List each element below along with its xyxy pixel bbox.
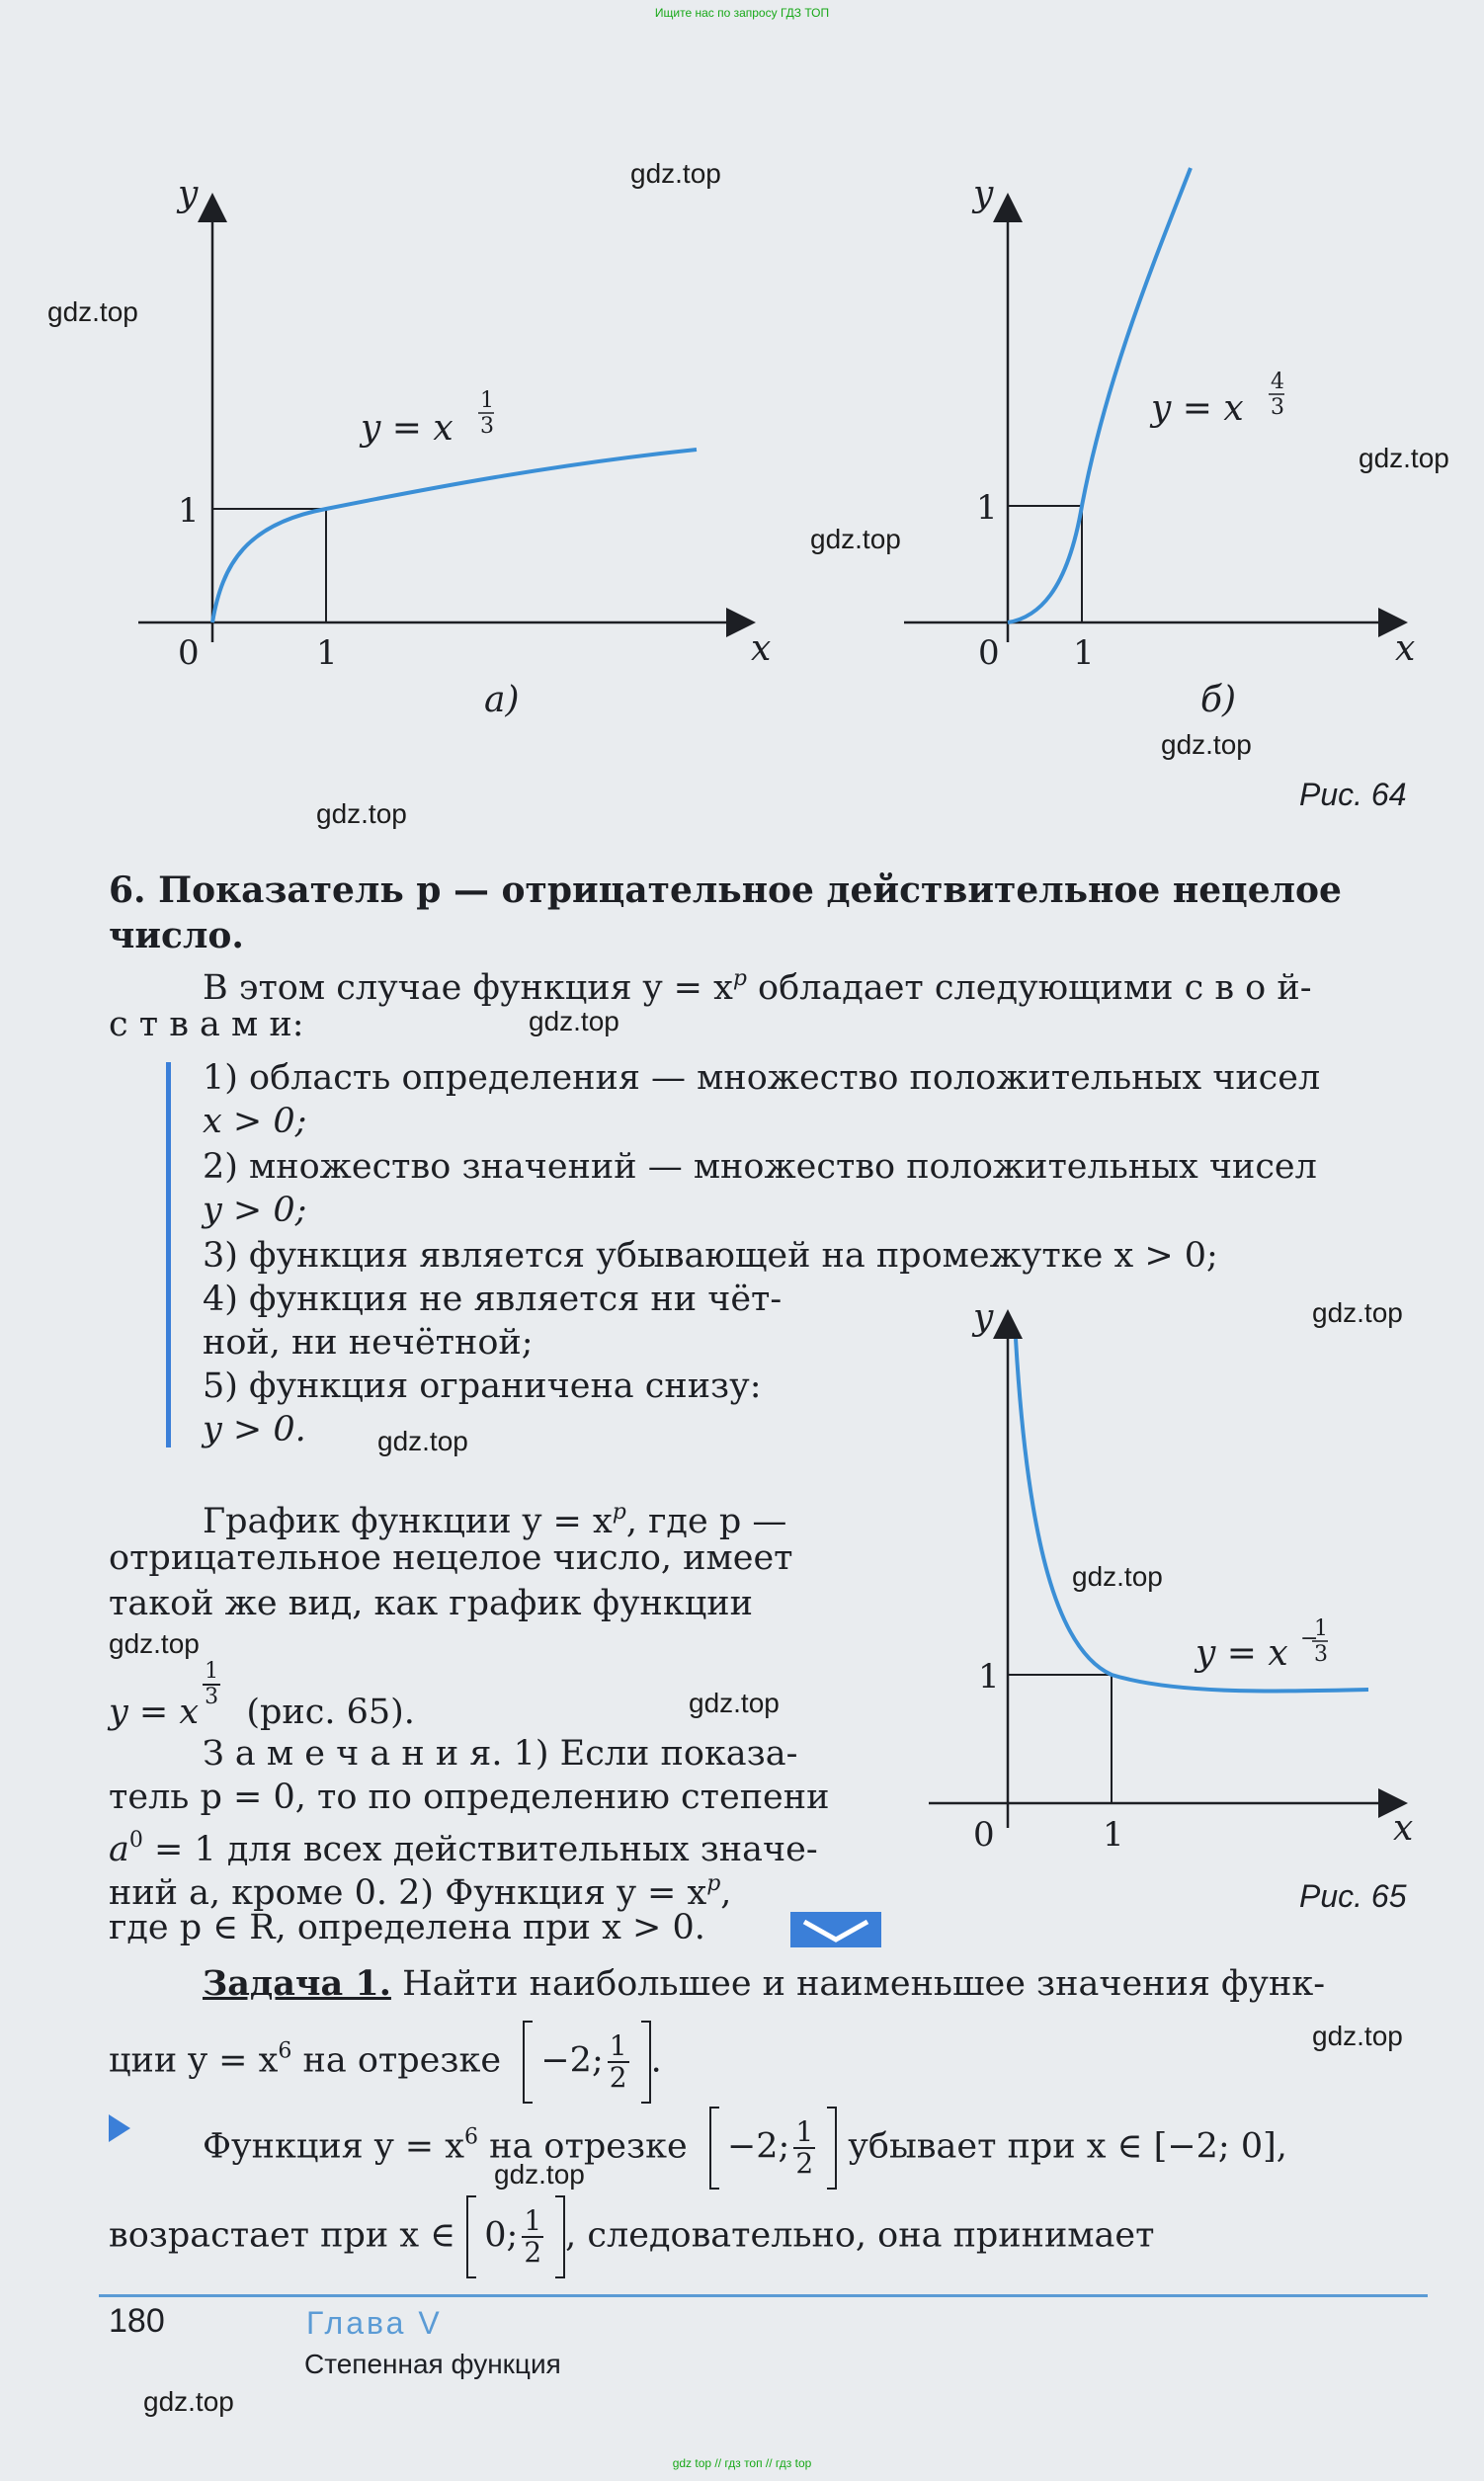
figure-65	[929, 1297, 1413, 1855]
graph-line-2: отрицательное нецелое число, имеет	[109, 1538, 793, 1578]
prop-4-cont: ной, ни нечётной;	[203, 1323, 534, 1363]
axis-x-label-b: x	[1395, 628, 1416, 669]
func-exp-den-b: 3	[1271, 395, 1284, 420]
watermark: gdz.top	[1312, 2021, 1403, 2051]
tick-y-a: 1	[178, 491, 200, 531]
watermark: gdz.top	[109, 1628, 200, 1659]
curve-cube-root	[212, 450, 697, 622]
chapter-label: Глава V	[306, 2305, 443, 2341]
tick-y-65: 1	[978, 1657, 1000, 1696]
watermark: gdz.top	[143, 2386, 234, 2417]
func-label-65: y = x	[1195, 1633, 1288, 1674]
axis-x-label-65: x	[1393, 1808, 1414, 1849]
func-exp-num-65: 1	[1314, 1616, 1328, 1641]
tick-x-65: 1	[1103, 1815, 1124, 1855]
solution-line-2: возрастает при x ∈ 0; $\frac{1}{2}$ , следовательно, она принимает	[109, 2195, 1154, 2278]
watermark: gdz.top	[316, 798, 407, 829]
graph-line-3: такой же вид, как график функции	[109, 1584, 753, 1623]
chapter-subtitle: Степенная функция	[304, 2349, 561, 2379]
section-heading: 6. Показатель p — отрицательное действительное нецелое	[109, 869, 1342, 911]
graph-line-1: График функции $y = x^p$, где p —	[203, 1500, 787, 1541]
func-exp-num-b: 4	[1271, 370, 1284, 394]
watermark: gdz.top	[1359, 443, 1449, 473]
remark-line-5: где p ∈ R, определена при x > 0.	[109, 1908, 705, 1947]
origin-b: 0	[978, 633, 1000, 673]
figure-64a	[138, 174, 771, 720]
prop-1-cont: x > 0;	[203, 1102, 307, 1141]
watermark: gdz.top	[689, 1688, 780, 1718]
intro-line-1: В этом случае функция $y = x^p$ обладает следующими с в о й-	[203, 966, 1312, 1008]
side-rule	[166, 1062, 171, 1447]
footer-rule	[99, 2294, 1428, 2297]
remark-line-2: тель p = 0, то по определению степени	[109, 1778, 830, 1817]
figure-64b	[904, 168, 1415, 720]
task-line-1: Задача 1. Найти наибольшее и наименьшее значения функ-	[203, 1963, 1326, 2004]
remark-line-1: З а м е ч а н и я. 1) Если показа-	[203, 1734, 798, 1774]
end-of-remark-marker	[790, 1912, 881, 1947]
prop-2-cont: y > 0;	[203, 1191, 307, 1230]
watermark: gdz.top	[529, 1006, 619, 1036]
watermark: gdz.top	[1161, 729, 1252, 760]
section-heading-cont: число.	[109, 915, 244, 956]
remark-line-3: $a^0 = 1$ для всех действительных значе-	[109, 1828, 818, 1869]
watermark: gdz.top	[810, 524, 901, 554]
fig64-label-a: а)	[484, 680, 520, 720]
axis-x-label-a: x	[751, 628, 772, 669]
remark-line-4: ний a, кроме 0. 2) Функция $y = x^p$,	[109, 1871, 732, 1913]
axis-y-label-b: y	[973, 174, 994, 214]
watermark: gdz.top	[1072, 1561, 1163, 1592]
prop-3: 3) функция является убывающей на промежутке x > 0;	[203, 1236, 1218, 1276]
tick-x-b: 1	[1073, 633, 1095, 673]
prop-4: 4) функция не является ни чёт-	[203, 1280, 783, 1319]
watermark: gdz.top	[494, 2159, 585, 2190]
tick-x-a: 1	[316, 633, 338, 673]
graph-line-4: y = x $\frac{1}{3}$ (рис. 65).	[109, 1659, 415, 1732]
prop-1: 1) область определения — множество положительных чисел	[203, 1058, 1321, 1098]
top-banner: Ищите нас по запросу ГДЗ ТОП	[654, 6, 830, 20]
fig65-caption: Рис. 65	[1299, 1878, 1407, 1914]
task-line-2: ции $y = x^6$ на отрезке −2; $\frac{1}{2}$ .	[109, 2021, 662, 2104]
fig64-caption: Рис. 64	[1299, 777, 1407, 812]
func-exp-den-65: 3	[1314, 1642, 1328, 1667]
prop-5: 5) функция ограничена снизу:	[203, 1366, 762, 1406]
origin-65: 0	[973, 1815, 995, 1855]
axis-y-label-65: y	[973, 1297, 994, 1338]
func-exp-den-a: 3	[480, 414, 494, 439]
solution-line-1: Функция $y = x^6$ на отрезке −2; $\frac{1}{2}$ убывает при x ∈ [−2; 0],	[203, 2107, 1287, 2190]
task-title: Задача 1.	[203, 1963, 391, 2004]
prop-2: 2) множество значений — множество положительных чисел	[203, 1147, 1317, 1187]
watermark: gdz.top	[1312, 1297, 1403, 1328]
fig64-label-b: б)	[1200, 680, 1237, 720]
watermark: gdz.top	[630, 158, 721, 189]
solution-start-marker	[109, 2114, 130, 2142]
func-label-b: y = x	[1151, 388, 1244, 429]
prop-5-cont: y > 0.	[203, 1410, 306, 1449]
axis-y-label-a: y	[178, 174, 199, 214]
tick-y-b: 1	[976, 488, 998, 528]
watermark: gdz.top	[377, 1426, 468, 1456]
bottom-banner: gdz top // гдз топ // гдз top	[672, 2456, 812, 2470]
func-exp-sign-65: −	[1300, 1626, 1319, 1651]
page-number: 180	[109, 2302, 165, 2340]
func-exp-num-a: 1	[480, 388, 494, 413]
origin-a: 0	[178, 633, 200, 673]
watermark: gdz.top	[47, 296, 138, 327]
intro-line-2: с т в а м и:	[109, 1005, 304, 1044]
func-label-a: y = x	[361, 408, 453, 449]
